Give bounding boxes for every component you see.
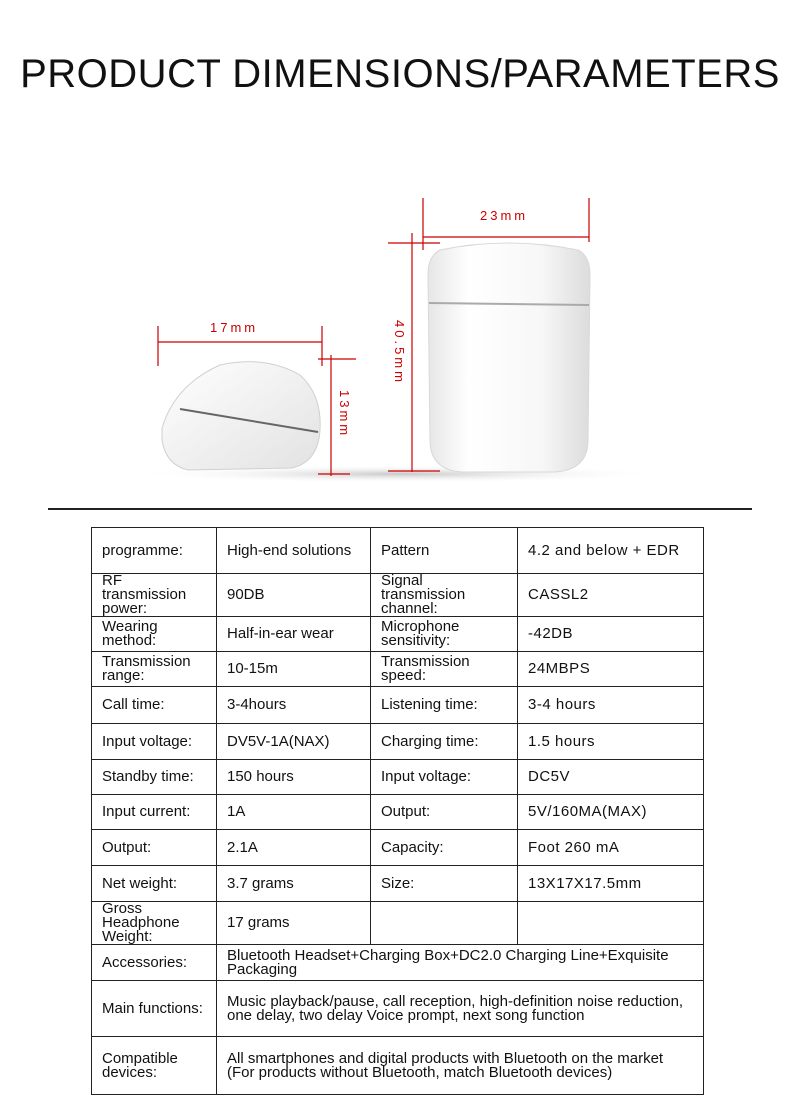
case-width-label: 23mm (480, 208, 529, 223)
spec-value: 1.5 hours (518, 724, 704, 760)
spec-value: High-end solutions (217, 528, 371, 574)
spec-value: 4.2 and below + EDR (518, 528, 704, 574)
spec-value: 5V/160MA(MAX) (518, 795, 704, 830)
spec-label: Transmission speed: (371, 652, 518, 687)
spec-value: 3-4 hours (518, 687, 704, 724)
earbud-height-label: 13mm (337, 390, 352, 439)
spec-label: Compatible devices: (92, 1037, 217, 1095)
spec-table (91, 527, 704, 1095)
spec-label: Gross Headphone Weight: (92, 902, 217, 945)
table-row (92, 760, 704, 795)
table-row (92, 902, 704, 945)
spec-label: Transmission range: (92, 652, 217, 687)
spec-label: Listening time: (371, 687, 518, 724)
spec-label (371, 902, 518, 945)
table-row (92, 795, 704, 830)
spec-value: 17 grams (217, 902, 371, 945)
spec-value: 1A (217, 795, 371, 830)
case-height-label: 40.5mm (392, 320, 407, 385)
table-row (92, 617, 704, 652)
spec-value: Music playback/pause, call reception, high-definition noise reduction, one delay, two delay Voice prompt, next song function (217, 981, 704, 1037)
spec-label: Input voltage: (92, 724, 217, 760)
spec-label: Net weight: (92, 866, 217, 902)
table-row (92, 830, 704, 866)
table-row (92, 1037, 704, 1095)
spec-label: Input voltage: (371, 760, 518, 795)
spec-value: 3.7 grams (217, 866, 371, 902)
spec-label: Pattern (371, 528, 518, 574)
product-illustration (0, 0, 800, 500)
spec-label: Call time: (92, 687, 217, 724)
table-row (92, 528, 704, 574)
spec-value: CASSL2 (518, 574, 704, 617)
charging-case-image (428, 243, 590, 472)
section-divider (48, 508, 752, 510)
spec-label: Charging time: (371, 724, 518, 760)
spec-label: Accessories: (92, 945, 217, 981)
earbud-width-label: 17mm (210, 320, 259, 335)
spec-label: Main functions: (92, 981, 217, 1037)
spec-value: Half-in-ear wear (217, 617, 371, 652)
spec-value: 24MBPS (518, 652, 704, 687)
spec-value: All smartphones and digital products with Bluetooth on the market (For products without Bluetooth, match Bluetooth devices) (217, 1037, 704, 1095)
spec-label: Output: (92, 830, 217, 866)
spec-label: Size: (371, 866, 518, 902)
spec-value: DC5V (518, 760, 704, 795)
spec-label: programme: (92, 528, 217, 574)
spec-value (518, 902, 704, 945)
page-title: PRODUCT DIMENSIONS/PARAMETERS (20, 52, 780, 96)
spec-value: 3-4hours (217, 687, 371, 724)
table-row (92, 724, 704, 760)
spec-label: Capacity: (371, 830, 518, 866)
spec-label: RF transmission power: (92, 574, 217, 617)
spec-value: 150 hours (217, 760, 371, 795)
spec-label: Output: (371, 795, 518, 830)
table-row (92, 981, 704, 1037)
spec-label: Microphone sensitivity: (371, 617, 518, 652)
table-row (92, 945, 704, 981)
spec-value: 13X17X17.5mm (518, 866, 704, 902)
spec-label: Input current: (92, 795, 217, 830)
spec-label: Wearing method: (92, 617, 217, 652)
table-row (92, 574, 704, 617)
spec-value: 2.1A (217, 830, 371, 866)
table-row (92, 866, 704, 902)
spec-value: 90DB (217, 574, 371, 617)
spec-value: -42DB (518, 617, 704, 652)
spec-value: Bluetooth Headset+Charging Box+DC2.0 Charging Line+Exquisite Packaging (217, 945, 704, 981)
spec-value: DV5V-1A(NAX) (217, 724, 371, 760)
spec-label: Standby time: (92, 760, 217, 795)
table-row (92, 652, 704, 687)
spec-label: Signal transmission channel: (371, 574, 518, 617)
table-row (92, 687, 704, 724)
spec-value: Foot 260 mA (518, 830, 704, 866)
spec-value: 10-15m (217, 652, 371, 687)
earbud-image (162, 362, 320, 470)
